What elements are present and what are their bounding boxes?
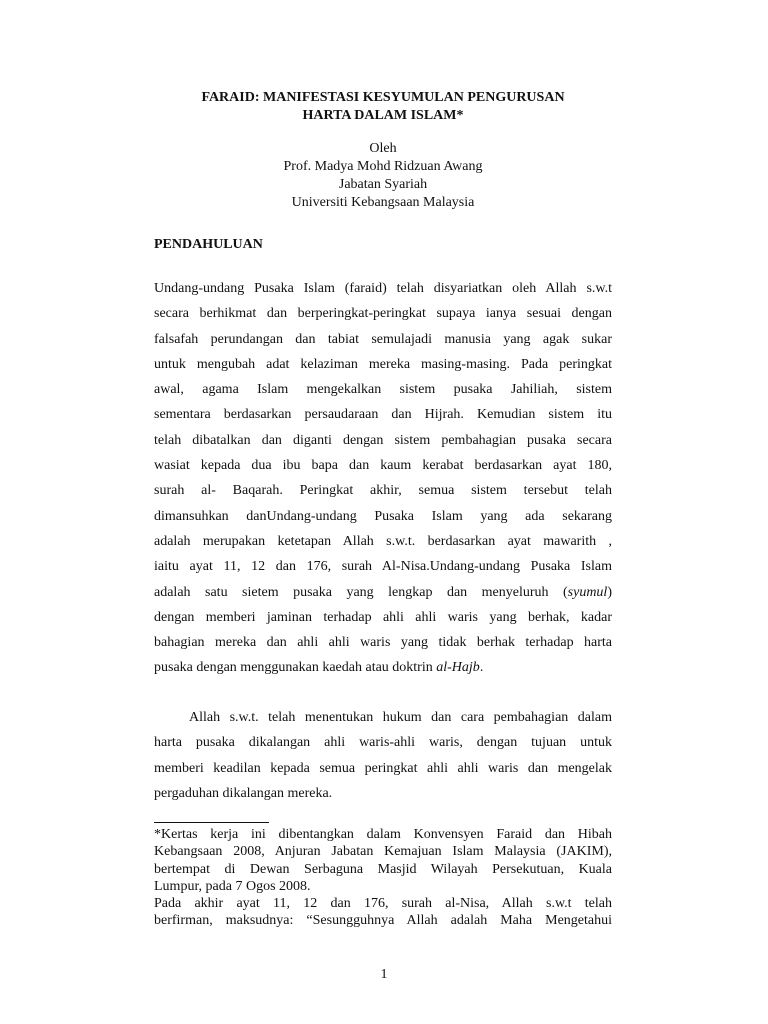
term-al-hajb: al-Hajb <box>436 660 480 676</box>
author-university: Universiti Kebangsaan Malaysia <box>291 195 475 210</box>
footnotes <box>154 826 612 930</box>
paragraph-line: untuk mengubah adat kelaziman mereka masing-masing. Pada peringkat <box>154 356 612 372</box>
paragraph-line: secara berhikmat dan berperingkat-peringkat supaya ianya sesuai dengan <box>154 306 612 322</box>
footnote-divider <box>154 822 269 823</box>
paragraph-line: telah dibatalkan dan diganti dengan sistem pembahagian pusaka secara <box>154 432 612 448</box>
paragraph-line: wasiat kepada dua ibu bapa dan kaum kerabat berdasarkan ayat 180, <box>154 458 612 474</box>
title-line-1: FARAID: MANIFESTASI KESYUMULAN PENGURUSAN <box>201 90 565 105</box>
paragraph-line-syumul: adalah satu sietem pusaka yang lengkap dan menyeluruh (syumul) <box>154 584 612 600</box>
title-line-2: HARTA DALAM ISLAM* <box>302 108 464 123</box>
footnote-line: Pada akhir ayat 11, 12 dan 176, surah al-Nisa, Allah s.w.t telah <box>154 896 612 912</box>
author-department: Jabatan Syariah <box>338 177 428 192</box>
paragraph-line: awal, agama Islam mengekalkan sistem pusaka Jahiliah, sistem <box>154 382 612 398</box>
paragraph-line: dengan memberi jaminan terhadap ahli ahli waris yang berhak, kadar <box>154 609 612 625</box>
paragraph-line: memberi keadilan kepada semua peringkat ahli ahli waris dan mengelak <box>154 760 612 776</box>
paragraph-second <box>154 705 612 806</box>
term-syumul: syumul <box>567 584 608 600</box>
footnote-line: berfirman, maksudnya: “Sesungguhnya Allah adalah Maha Mengetahui <box>154 913 612 929</box>
paragraph-line: harta pusaka dikalangan ahli waris-ahli waris, dengan tujuan untuk <box>154 735 612 751</box>
paragraph-line-hajb: pusaka dengan menggunakan kaedah atau doktrin al-Hajb. <box>154 660 484 676</box>
paragraph-introduction <box>154 276 612 681</box>
paragraph-line: Undang-undang Pusaka Islam (faraid) telah disyariatkan oleh Allah s.w.t <box>154 281 612 296</box>
paragraph-line: pergaduhan dikalangan mereka. <box>154 785 333 801</box>
paragraph-line: iaitu ayat 11, 12 dan 176, surah Al-Nisa.Undang-undang Pusaka Islam <box>154 559 612 575</box>
paragraph-line: adalah merupakan ketetapan Allah s.w.t. berdasarkan ayat mawarith , <box>154 533 612 549</box>
author-by: Oleh <box>369 141 397 156</box>
document-title <box>100 89 666 125</box>
paragraph-line: dimansuhkan danUndang-undang Pusaka Islam yang ada sekarang <box>154 508 612 524</box>
paragraph-line: sementara berdasarkan persaudaraan dan Hijrah. Kemudian sistem itu <box>154 407 612 423</box>
footnote-line: bertempat di Dewan Serbaguna Masjid Wilayah Persekutuan, Kuala <box>154 861 612 877</box>
author-name: Prof. Madya Mohd Ridzuan Awang <box>283 159 483 174</box>
footnote-line: Kebangsaan 2008, Anjuran Jabatan Kemajuan Islam Malaysia (JAKIM), <box>154 844 612 860</box>
page-number: 1 <box>380 967 388 982</box>
paragraph-line: falsafah perundangan dan tabiat semulajadi manusia yang agak sukar <box>154 331 612 347</box>
paragraph-line: bahagian mereka dan ahli ahli waris yang tidak berhak terhadap harta <box>154 635 612 651</box>
section-heading: PENDAHULUAN <box>154 237 263 252</box>
author-block <box>100 140 666 212</box>
paragraph-line: Allah s.w.t. telah menentukan hukum dan cara pembahagian dalam <box>189 710 612 725</box>
footnote-line: *Kertas kerja ini dibentangkan dalam Konvensyen Faraid dan Hibah <box>154 827 612 842</box>
paragraph-line: surah al- Baqarah. Peringkat akhir, semua sistem tersebut telah <box>154 483 612 499</box>
footnote-line: Lumpur, pada 7 Ogos 2008. <box>154 878 311 894</box>
